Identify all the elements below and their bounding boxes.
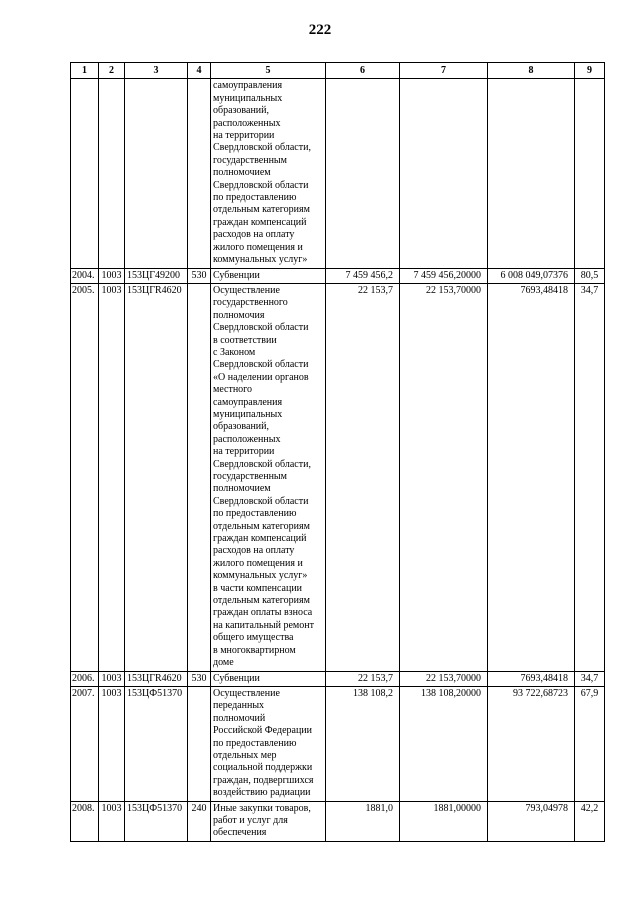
name-line: образований, [213, 105, 270, 117]
expense-type-cell: 530 [188, 671, 211, 686]
column-header: 6 [326, 63, 400, 79]
column-header: 8 [488, 63, 575, 79]
name-line: полномочием [213, 167, 271, 179]
table-row [71, 79, 605, 268]
name-line: граждан компенсаций [213, 216, 307, 228]
expense-type-cell [188, 283, 211, 671]
name-line: Свердловской области [213, 359, 309, 371]
name-line: местного [213, 384, 253, 396]
name-line: общего имущества [213, 632, 294, 644]
name-line: на территории [213, 130, 275, 142]
row-number-cell: 2005. [71, 283, 99, 671]
section-code-cell: 1003 [99, 268, 125, 283]
name-line: на территории [213, 446, 275, 458]
name-line: жилого помещения и [213, 557, 303, 569]
name-line: расположенных [213, 117, 281, 129]
amount-cell: 7693,48418 [488, 671, 575, 686]
amount-cell: 22 153,70000 [400, 671, 488, 686]
name-cell [211, 671, 326, 686]
name-line: Субвенции [213, 269, 260, 281]
name-line: Свердловской области [213, 495, 309, 507]
name-line: граждан компенсаций [213, 533, 307, 545]
percent-cell: 67,9 [575, 686, 605, 801]
table-row [71, 801, 605, 841]
name-line: «О наделении органов [213, 371, 309, 383]
amount-cell: 22 153,70000 [400, 283, 488, 671]
name-line: Иные закупки товаров, [213, 802, 311, 814]
amount-cell: 138 108,20000 [400, 686, 488, 801]
amount-cell [326, 79, 400, 268]
name-line: Осуществление [213, 284, 280, 296]
name-line: расходов на оплату [213, 229, 295, 241]
name-line: Осуществление [213, 687, 280, 699]
name-line: на капитальный ремонт [213, 619, 314, 631]
name-line: полномочием [213, 483, 271, 495]
name-line: социальной поддержки [213, 762, 313, 774]
expense-type-cell: 530 [188, 268, 211, 283]
name-line: обеспечения [213, 827, 267, 839]
table-row [71, 283, 605, 671]
name-line: муниципальных [213, 92, 283, 104]
amount-cell: 7 459 456,2 [326, 268, 400, 283]
name-line: муниципальных [213, 408, 283, 420]
column-header: 3 [125, 63, 188, 79]
target-article-cell [125, 79, 188, 268]
target-article-cell: 153ЦФ51370 [125, 686, 188, 801]
amount-cell: 1881,0 [326, 801, 400, 841]
section-code-cell: 1003 [99, 671, 125, 686]
name-line: полномочий [213, 712, 266, 724]
table-row [71, 686, 605, 801]
name-line: Субвенции [213, 672, 260, 684]
name-line: по предоставлению [213, 737, 297, 749]
name-line: в многоквартирном [213, 644, 296, 656]
name-line: переданных [213, 700, 265, 712]
name-line: государственным [213, 154, 287, 166]
name-line: образований, [213, 421, 270, 433]
name-line: расположенных [213, 433, 281, 445]
budget-table [70, 62, 605, 842]
name-line: граждан оплаты взноса [213, 607, 313, 619]
name-line: граждан, подвергшихся [213, 774, 314, 786]
amount-cell: 1881,00000 [400, 801, 488, 841]
target-article-cell: 153ЦГR4620 [125, 283, 188, 671]
name-cell [211, 686, 326, 801]
table-header-row [71, 63, 605, 79]
row-number-cell [71, 79, 99, 268]
name-cell [211, 801, 326, 841]
name-line: самоуправления [213, 80, 283, 92]
name-line: самоуправления [213, 396, 283, 408]
amount-cell: 7693,48418 [488, 283, 575, 671]
amount-cell [488, 79, 575, 268]
name-line: Свердловской области [213, 322, 309, 334]
name-line: Свердловской области, [213, 458, 311, 470]
target-article-cell: 153ЦГ49200 [125, 268, 188, 283]
percent-cell: 34,7 [575, 671, 605, 686]
name-line: Свердловской области [213, 179, 309, 191]
row-number-cell: 2008. [71, 801, 99, 841]
name-line: отдельным категориям [213, 595, 310, 607]
percent-cell: 34,7 [575, 283, 605, 671]
table-row [71, 268, 605, 283]
section-code-cell: 1003 [99, 801, 125, 841]
target-article-cell: 153ЦФ51370 [125, 801, 188, 841]
expense-type-cell [188, 79, 211, 268]
column-header: 5 [211, 63, 326, 79]
section-code-cell: 1003 [99, 686, 125, 801]
name-line: Свердловской области, [213, 142, 311, 154]
amount-cell: 138 108,2 [326, 686, 400, 801]
name-line: государственного [213, 297, 288, 309]
name-line: доме [213, 657, 234, 669]
name-line: коммунальных услуг» [213, 254, 308, 266]
name-line: государственным [213, 471, 287, 482]
name-line: коммунальных услуг» [213, 570, 308, 582]
expense-type-cell [188, 686, 211, 801]
name-line: воздействию радиации [213, 787, 311, 799]
percent-cell: 80,5 [575, 268, 605, 283]
name-line: работ и услуг для [213, 814, 288, 826]
target-article-cell: 153ЦГR4620 [125, 671, 188, 686]
row-number-cell: 2004. [71, 268, 99, 283]
amount-cell: 793,04978 [488, 801, 575, 841]
name-line: отдельным категориям [213, 204, 310, 216]
row-number-cell: 2007. [71, 686, 99, 801]
column-header: 2 [99, 63, 125, 79]
name-line: отдельным категориям [213, 520, 310, 532]
name-line: с Законом [213, 346, 256, 358]
name-cell [211, 79, 326, 268]
name-cell [211, 283, 326, 671]
section-code-cell: 1003 [99, 283, 125, 671]
amount-cell: 22 153,7 [326, 671, 400, 686]
amount-cell: 93 722,68723 [488, 686, 575, 801]
amount-cell [400, 79, 488, 268]
section-code-cell [99, 79, 125, 268]
name-line: в соответствии [213, 334, 277, 346]
name-line: полномочия [213, 309, 265, 321]
column-header: 9 [575, 63, 605, 79]
name-line: в части компенсации [213, 582, 303, 594]
table-row [71, 671, 605, 686]
column-header: 7 [400, 63, 488, 79]
amount-cell: 22 153,7 [326, 283, 400, 671]
name-line: жилого помещения и [213, 241, 303, 253]
page-number: 222 [308, 22, 332, 38]
name-line: расходов на оплату [213, 545, 295, 557]
amount-cell: 7 459 456,20000 [400, 268, 488, 283]
name-line: по предоставлению [213, 192, 297, 204]
expense-type-cell: 240 [188, 801, 211, 841]
name-line: отдельных мер [213, 749, 277, 761]
amount-cell: 6 008 049,07376 [488, 268, 575, 283]
column-header: 1 [71, 63, 99, 79]
percent-cell: 42,2 [575, 801, 605, 841]
name-line: по предоставлению [213, 508, 297, 520]
name-cell [211, 268, 326, 283]
percent-cell [575, 79, 605, 268]
row-number-cell: 2006. [71, 671, 99, 686]
column-header: 4 [188, 63, 211, 79]
name-line: Российской Федерации [213, 725, 313, 737]
